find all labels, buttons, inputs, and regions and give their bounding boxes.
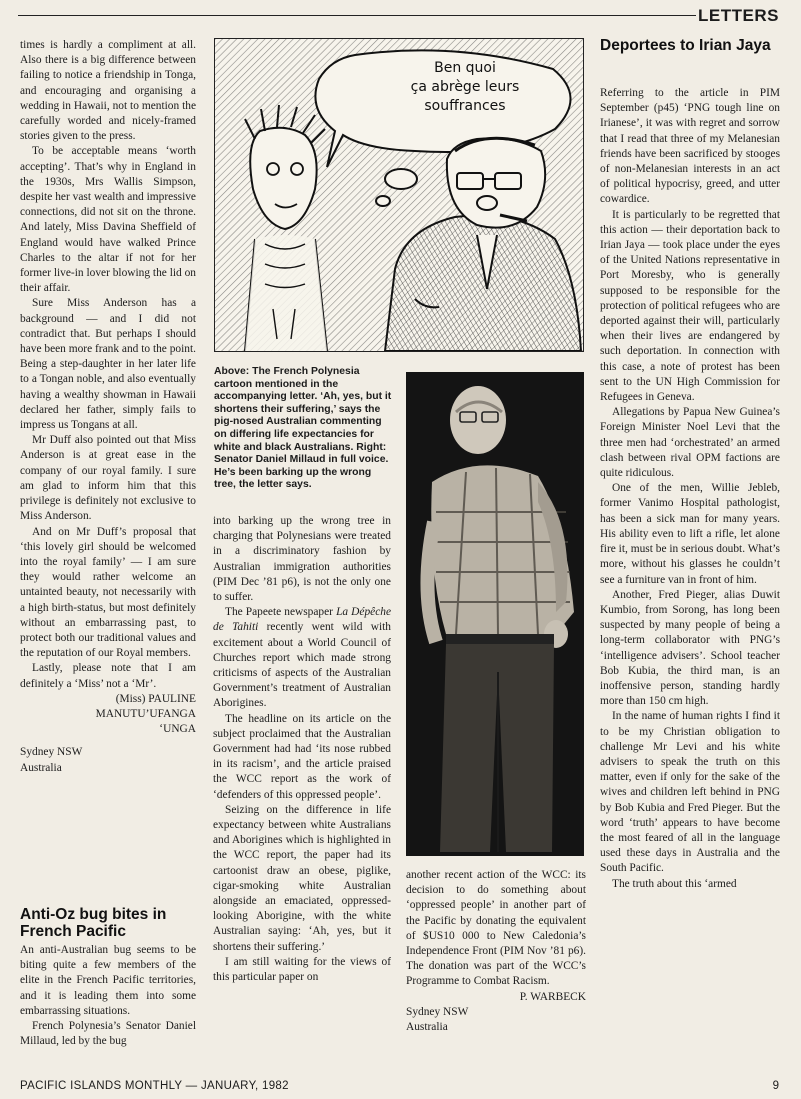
location-line: Australia <box>406 1021 448 1034</box>
paragraph-rest: recently went wild with excitement about a World Council of Churches report which made strong criticisms of aspects of the Australian Government’s treatment of Australian Aborigines. <box>213 621 391 710</box>
signature-line: ‘UNGA <box>159 723 196 736</box>
footer-publication: PACIFIC ISLANDS MONTHLY — JANUARY, 1982 <box>20 1080 289 1092</box>
speech-line: ça abrège leurs <box>410 79 520 95</box>
antioz-body <box>20 943 196 1063</box>
deportees-headline: Deportees to Irian Jaya <box>600 37 771 54</box>
paragraph: To be acceptable means ‘worth accepting’. That’s why in England in the 1930s, Mrs Wallis Simpson, despite her vast wealth and impressive connections, did not sit on the throne. And lately, Miss Davina Sheffield of England would have walked Prince Charles to the altar if not for her former live-in lover blowing the lid on their affair. <box>20 145 196 295</box>
page-number: 9 <box>772 1080 779 1092</box>
section-label: LETTERS <box>698 6 779 25</box>
speech-line: souffrances <box>424 98 506 114</box>
paragraph: The truth about this ‘armed <box>612 877 737 890</box>
paragraph: Mr Duff also pointed out that Miss Anderson is at great ease in the company of our royal family. I sure am glad to inform him that this privilege is definitely not exclusive to Miss Anderson. <box>20 434 196 523</box>
speech-bubble-text <box>365 59 565 116</box>
paragraph: Another, Fred Pieger, alias Duwit Kumbio, from Sorong, has long been suspected by many people of being a long-term collaborator with PNG’s ‘intelligence advisers’. School teacher Bob Kubia, the third man, is an inoffensive person, standing hardly more than 150 cm high. <box>600 588 780 708</box>
paragraph: In the name of human rights I find it to be my Christian obligation to challenge Mr Levi and his white advisers to speak the truth on this matter, even if only for the sake of the wives and children left behind in PNG by Bob Kubia and Fred Pieger. But the word ‘truth’ appears to have become the most feared of all in the language used these days in Australia and the South Pacific. <box>600 710 780 875</box>
paragraph: into barking up the wrong tree in charging that Polynesians were treated in a discriminatory fashion by Australian immigration authorities (PIM Dec ’81 p6), is not the only one to suffer. <box>213 515 391 604</box>
senator-silhouette <box>406 372 584 856</box>
paragraph: I am still waiting for the views of this particular paper on <box>213 955 391 984</box>
photo-caption: Above: The French Polynesia cartoon mentioned in the accompanying letter. ‘Ah, yes, but it shortens their suffering,’ says the pig-nosed Australian commenting on differing life expectancies for white and black Australians. Right: Senator Daniel Millaud in full voice. He’s been barking up the wrong tree, the letter says. <box>214 366 392 491</box>
deportees-body <box>600 86 780 1062</box>
cartoon-illustration <box>214 38 584 352</box>
signature-line: MANUTU’UFANGA <box>95 707 196 720</box>
paragraph: French Polynesia’s Senator Daniel Millaud, led by the bug <box>20 1020 196 1048</box>
signature-line: P. WARBECK <box>519 990 586 1003</box>
paragraph: times is hardly a compliment at all. Also there is a big difference between failing to notice a friendship in Tonga, and encouraging and organising a wedding in Hawaii, not to mention the carefully worded and nicely-framed stories given to the press. <box>20 39 196 143</box>
paragraph: Seizing on the difference in life expectancy between white Australians and Aborigines which is highlighted in the WCC report, the paper had its cartoonist draw an obese, piglike, cigar-smoking white Australian alongside an emaciated, oppressed-looking Aborigine, with the white Australian saying: ‘Ah, yes, but it shortens their suffering.’ <box>213 803 391 953</box>
newspaper-name: La Dépêche de Tahiti <box>213 606 391 634</box>
paragraph: One of the men, Willie Jebleb, former Vanimo Hospital pathologist, has been a sick man for many years. His ability even to lift a rifle, let alone fire it, must be in serious doubt. What’s more, without his glasses he couldn’t see a furniture van in front of him. <box>600 482 780 586</box>
paragraph <box>213 605 391 711</box>
senator-photo <box>406 372 584 856</box>
article-column-4 <box>406 868 586 1062</box>
paragraph: The headline on its article on the subject proclaimed that the Australian Government had had ‘its nose rubbed in its racism’, and the article praised the WCC report as the work of ‘defenders of this oppressed people’. <box>213 712 391 801</box>
paragraph: Lastly, please note that I am definitely a ‘Miss’ not a ‘Mr’. <box>20 662 196 690</box>
paragraph: It is particularly to be regretted that this action — their deportation back to Irian Jaya — took place under the eyes of the United Nations representative in Port Moresby, who is generally supposed to be responsible for the protection of political refugees who are deported against their will, particularly when their lives are endangered by such deportation. In connection with this case, a note of protest has been sent to the UN High Commission for Refugees in Geneva. <box>600 208 780 404</box>
antioz-headline: Anti-Oz bug bites in French Pacific <box>20 906 167 940</box>
location-line: Sydney NSW <box>406 1005 469 1018</box>
paragraph: Referring to the article in PIM September (p45) ‘PNG tough line on Irianese’, it was with regret and sorrow that I read that three of my Melanesian friends have been sacrificed by stooges of non-Melanesian interests in an act of political hypocrisy, greed, and utter cowardice. <box>600 87 780 206</box>
location-line: Sydney NSW <box>20 746 83 759</box>
paragraph: And on Mr Duff’s proposal that ‘this lovely girl should be welcomed into the royal family’ — I am sure they would rather welcome an untainted beauty, not necessarily with a high birth-status, but most definitely without an embarrassing past, to protect both our traditional values and the reputation of our Royal members. <box>20 525 196 660</box>
paragraph-lead: The Papeete newspaper <box>225 606 333 619</box>
letter-column-1 <box>20 38 196 880</box>
paragraph: Sure Miss Anderson has a background — and I did not contradict that. But perhaps I should have been more frank and to the point. Being a step-daughter in her later life to a Tongan noble, and also eventually having a wealthy showman in Hawaii declared her father, simply fails to impress us Tongans at all. <box>20 297 196 432</box>
header-rule <box>18 15 696 16</box>
paragraph: An anti-Australian bug seems to be biting quite a few members of the elite in the French Pacific territories, and it is leading them into some embarrassing situations. <box>20 944 196 1017</box>
speech-line: Ben quoi <box>434 60 496 76</box>
location-line: Australia <box>20 761 62 774</box>
paragraph: Allegations by Papua New Guinea’s Foreign Minister Noel Levi that the three men had ‘orchestrated’ an armed clash between rival OPM factions are quite ridiculous. <box>600 406 780 480</box>
paragraph: another recent action of the WCC: its decision to do something about ‘oppressed people’ in another part of the Pacific by donating the equivalent of $US10 000 to New Caledonia’s Independence Front (PIM Nov ’81 p6). The donation was part of the WCC’s Programme to Combat Racism. <box>406 869 586 988</box>
article-column-3 <box>213 514 391 1061</box>
signature-line: (Miss) PAULINE <box>115 692 196 705</box>
